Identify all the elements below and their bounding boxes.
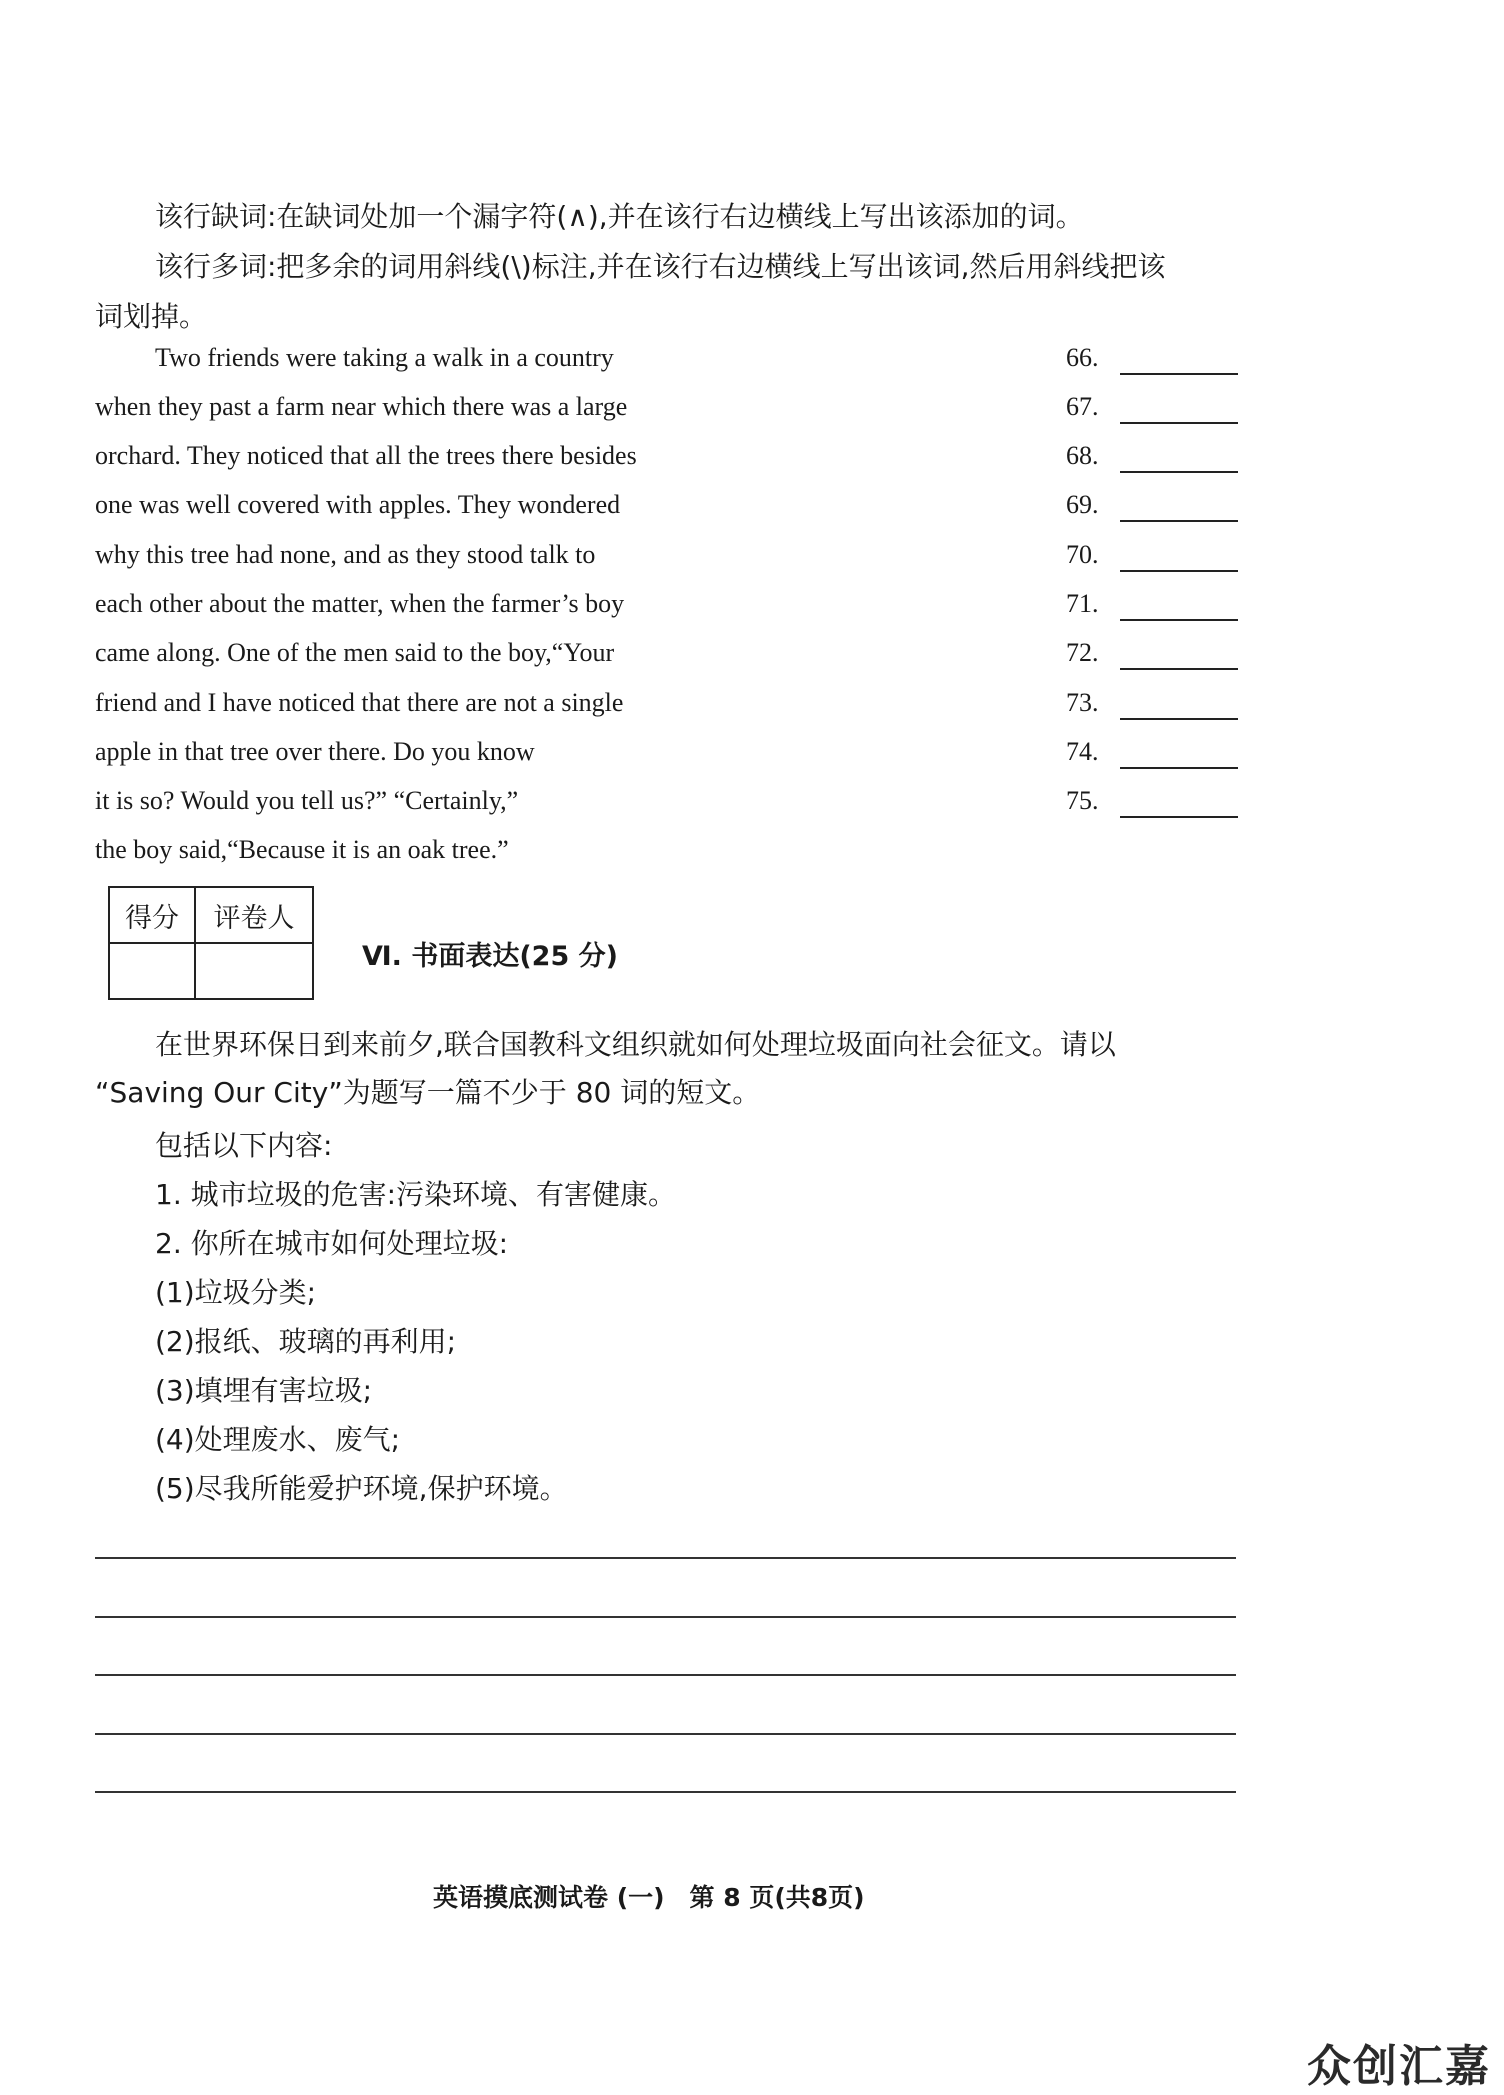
blank-number: 71.	[1066, 589, 1099, 618]
instruction-extra-word-cont: 词划掉。	[95, 300, 208, 333]
blank-number: 74.	[1066, 737, 1099, 766]
watermark-logo: 众创汇嘉	[1307, 2041, 1491, 2092]
answer-blank-71[interactable]	[1120, 619, 1238, 621]
passage-line: apple in that tree over there. Do you know	[95, 737, 535, 766]
sub-point-5: (5)尽我所能爱护环境,保护环境。	[155, 1472, 568, 1505]
blank-number: 68.	[1066, 441, 1099, 470]
writing-prompt: 在世界环保日到来前夕,联合国教科文组织就如何处理垃圾面向社会征文。请以	[155, 1028, 1116, 1061]
blank-number: 67.	[1066, 392, 1099, 421]
sub-point-3: (3)填埋有害垃圾;	[155, 1374, 373, 1407]
answer-blank-72[interactable]	[1120, 668, 1238, 670]
answer-blank-66[interactable]	[1120, 373, 1238, 375]
writing-prompt-cont: “Saving Our City”为题写一篇不少于 80 词的短文。	[95, 1076, 761, 1109]
sub-point-2: (2)报纸、玻璃的再利用;	[155, 1325, 457, 1358]
passage-line: when they past a farm near which there was a large	[95, 392, 628, 421]
instruction-extra-word: 该行多词:把多余的词用斜线(\)标注,并在该行右边横线上写出该词,然后用斜线把该	[155, 250, 1166, 283]
point-2: 2. 你所在城市如何处理垃圾:	[155, 1227, 509, 1260]
writing-line[interactable]	[95, 1791, 1236, 1793]
blank-number: 75.	[1066, 786, 1099, 815]
blank-number: 73.	[1066, 688, 1099, 717]
writing-line[interactable]	[95, 1557, 1236, 1559]
include-label: 包括以下内容:	[155, 1129, 333, 1162]
answer-blank-74[interactable]	[1120, 767, 1238, 769]
blank-number: 70.	[1066, 540, 1099, 569]
sub-point-4: (4)处理废水、废气;	[155, 1423, 401, 1456]
passage-line: each other about the matter, when the farmer’s boy	[95, 589, 625, 618]
score-label: 得分	[109, 887, 195, 943]
blank-number: 66.	[1066, 343, 1099, 372]
point-1: 1. 城市垃圾的危害:污染环境、有害健康。	[155, 1178, 677, 1211]
answer-blank-67[interactable]	[1120, 422, 1238, 424]
passage-line: friend and I have noticed that there are not a single	[95, 688, 624, 717]
grader-cell[interactable]	[195, 943, 313, 999]
passage-line: it is so? Would you tell us?” “Certainly,”	[95, 786, 519, 815]
answer-blank-70[interactable]	[1120, 570, 1238, 572]
writing-line[interactable]	[95, 1733, 1236, 1735]
passage-line: why this tree had none, and as they stood talk to	[95, 540, 596, 569]
passage-line: came along. One of the men said to the boy,“Your	[95, 638, 615, 667]
passage-line: orchard. They noticed that all the trees there besides	[95, 441, 637, 470]
answer-blank-69[interactable]	[1120, 520, 1238, 522]
passage-line: one was well covered with apples. They wondered	[95, 490, 621, 519]
passage-last-line: the boy said,“Because it is an oak tree.”	[95, 835, 509, 864]
blank-number: 72.	[1066, 638, 1099, 667]
writing-line[interactable]	[95, 1616, 1236, 1618]
writing-line[interactable]	[95, 1674, 1236, 1676]
answer-blank-68[interactable]	[1120, 471, 1238, 473]
blank-number: 69.	[1066, 490, 1099, 519]
passage-line: Two friends were taking a walk in a country	[155, 343, 614, 372]
score-cell[interactable]	[109, 943, 195, 999]
score-table	[108, 886, 314, 1000]
page-footer: 英语摸底测试卷 (一) 第 8 页(共8页)	[433, 1883, 865, 1912]
instruction-missing-word: 该行缺词:在缺词处加一个漏字符(∧),并在该行右边横线上写出该添加的词。	[155, 200, 1084, 233]
grader-label: 评卷人	[195, 887, 313, 943]
sub-point-1: (1)垃圾分类;	[155, 1276, 317, 1309]
answer-blank-73[interactable]	[1120, 718, 1238, 720]
answer-blank-75[interactable]	[1120, 816, 1238, 818]
section-title: Ⅵ. 书面表达(25 分)	[362, 941, 618, 972]
